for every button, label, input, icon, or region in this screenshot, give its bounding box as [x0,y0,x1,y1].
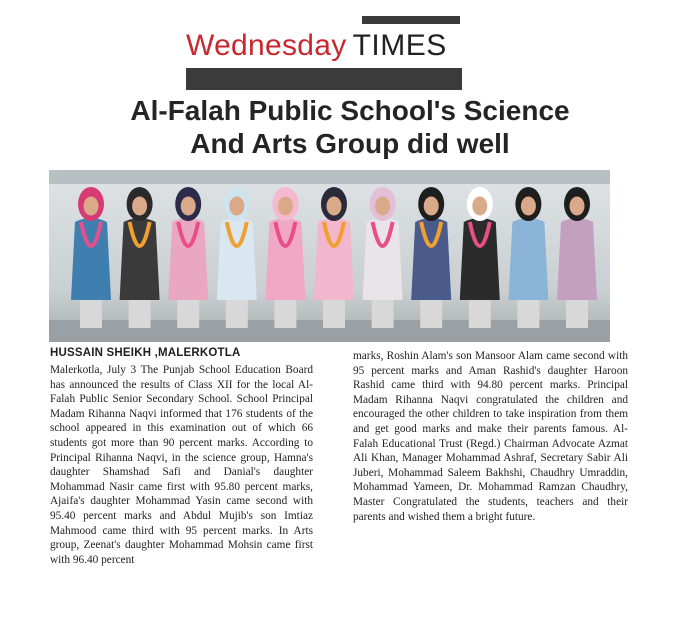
person-face [472,197,487,216]
article-headline [20,94,680,160]
person-body [314,218,354,300]
person-face [375,197,390,216]
article-photo [49,170,610,342]
person-face [132,197,147,216]
person-face [570,197,585,216]
masthead-top-bar [362,16,460,24]
people-group [71,187,597,328]
person-body [120,218,160,300]
person-face [424,197,439,216]
photo-wall-top [49,170,610,184]
masthead-title [186,24,447,68]
person-body [363,218,403,300]
person-body [71,218,111,300]
person-body [217,218,257,300]
person-face [521,197,536,216]
person-face [229,197,244,216]
person-body [265,218,305,300]
person-body [460,218,500,300]
article-column-right: marks, Roshin Alam's son Mansoor Alam came second with 95 percent marks and Aman Rashid's daughter Haroon Rashid came third with 94.80 percent marks. Principal Madam Rihanna Naqvi congratulated the children and encouraged the other children to take inspiration from them and get good marks and make their parents famous. Al-Falah Educational Trust (Regd.) Chairman Advocate Azmat Ali Khan, Manager Mohammad Ashraf, Secretary Sabir Ali Juberi, Mohammad Saleem Bakhshi, Chaudhry Umraddin, Mohammad Yameen, Dr. Mohammad Ramzan Chaudhry, Master Congratulated the students, teachers and their parents and wished them a bright future. [353,350,628,523]
person-body [508,218,548,300]
headline-line-1: Al-Falah Public School's Science [130,95,570,126]
masthead [186,16,462,90]
person-face [278,197,293,216]
person-body [557,218,597,300]
person-face [327,197,342,216]
masthead-word-wednesday: Wednesday [186,29,347,62]
person-body [168,218,208,300]
masthead-word-times: TIMES [352,29,447,62]
person-body [411,218,451,300]
masthead-bar [186,68,462,90]
byline: HUSSAIN SHEIKH ,MALERKOTLA [50,347,241,359]
person-face [181,197,196,216]
headline-line-2: And Arts Group did well [190,128,510,159]
article-column-left: Malerkotla, July 3 The Punjab School Education Board has announced the results of Class XII for the local Al-Falah Public Senior Secondary School. School Principal Madam Rihanna Naqvi informed that 176 students of the school appeared in this examination out of which 66 students got more than 90 percent marks. According to Principal Rihanna Naqvi, in the science group, Hamna's daughter Shamshad Safi and Danial's daughter Mohammad Nasir came first with 95.80 percent marks, Ajaifa's daughter Mohammad Yasin came second with 95.40 percent marks and Abdul Mujib's son Imtiaz Mahmood came third with 95 percent marks. In Arts group, Zeenat's daughter Mohammad Mohsin came first with 96.40 percent [50,364,313,566]
group-photo-illustration [49,170,610,342]
person-face [84,197,99,216]
